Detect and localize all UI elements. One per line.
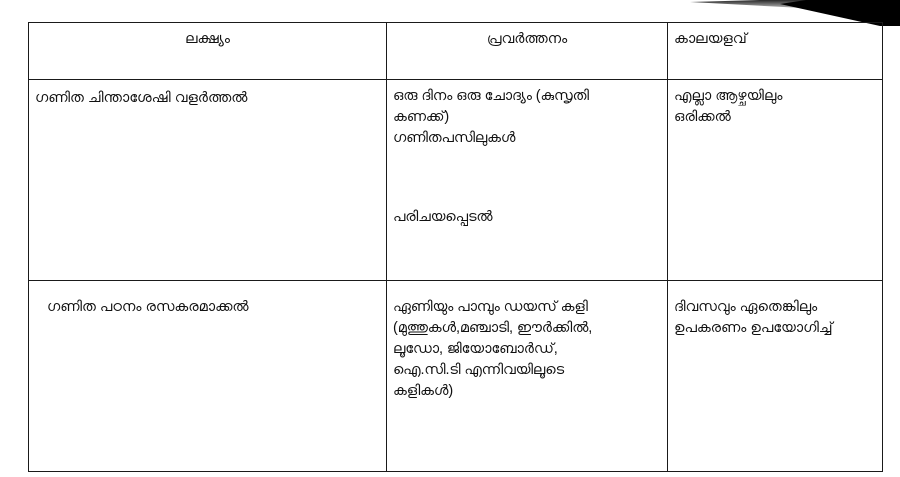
document-page (28, 22, 843, 474)
activity-line: കണക്ക്) (393, 109, 450, 126)
period-line: ഒരിക്കൽ (674, 109, 731, 126)
activity-extra-line: പരിചയപ്പെടൽ (393, 209, 493, 226)
activity-line: ഒരു ദിനം ഒരു ചോദ്യം (കുസൃതി (393, 88, 589, 104)
cell-goal (29, 281, 387, 472)
cell-period (668, 281, 883, 472)
table-row (29, 281, 883, 472)
period-line: എല്ലാ ആഴ്ചയിലും (674, 88, 783, 104)
table-row (29, 80, 883, 281)
cell-activity (387, 281, 668, 472)
activity-block (393, 287, 661, 402)
activity-line: ഗണിതപസിലുകൾ (393, 130, 516, 147)
period-line: ഉപകരണം ഉപയോഗിച്ച് (674, 320, 833, 337)
goal-text: ഗണിത പഠനം രസകരമാക്കൽ (47, 299, 249, 315)
column-header-period: കാലയളവ് (668, 23, 883, 80)
plan-table (28, 22, 883, 472)
activity-line: ഏണിയും പാമ്പും ഡയസ് കളി (393, 299, 588, 315)
cell-period (668, 80, 883, 281)
activity-spacer (393, 149, 661, 207)
activity-line: ലൂഡോ, ജിയോബോർഡ്, (393, 341, 558, 358)
cell-goal (29, 80, 387, 281)
column-header-goal: ലക്ഷ്യം (29, 23, 387, 80)
activity-line: (മുത്തുകൾ,മഞ്ചാടി, ഈർക്കിൽ, (393, 320, 593, 337)
table-header-row (29, 23, 883, 80)
period-line: ദിവസവും ഏതെങ്കിലും (674, 299, 818, 315)
cell-activity (387, 80, 668, 281)
activity-line: ഐ.സി.ടി എന്നിവയിലൂടെ (393, 362, 565, 379)
activity-line: കളികൾ) (393, 383, 454, 400)
column-header-activity: പ്രവർത്തനം (387, 23, 668, 80)
goal-text: ഗണിത ചിന്താശേഷി വളർത്തൽ (35, 90, 248, 106)
period-block (674, 287, 876, 339)
